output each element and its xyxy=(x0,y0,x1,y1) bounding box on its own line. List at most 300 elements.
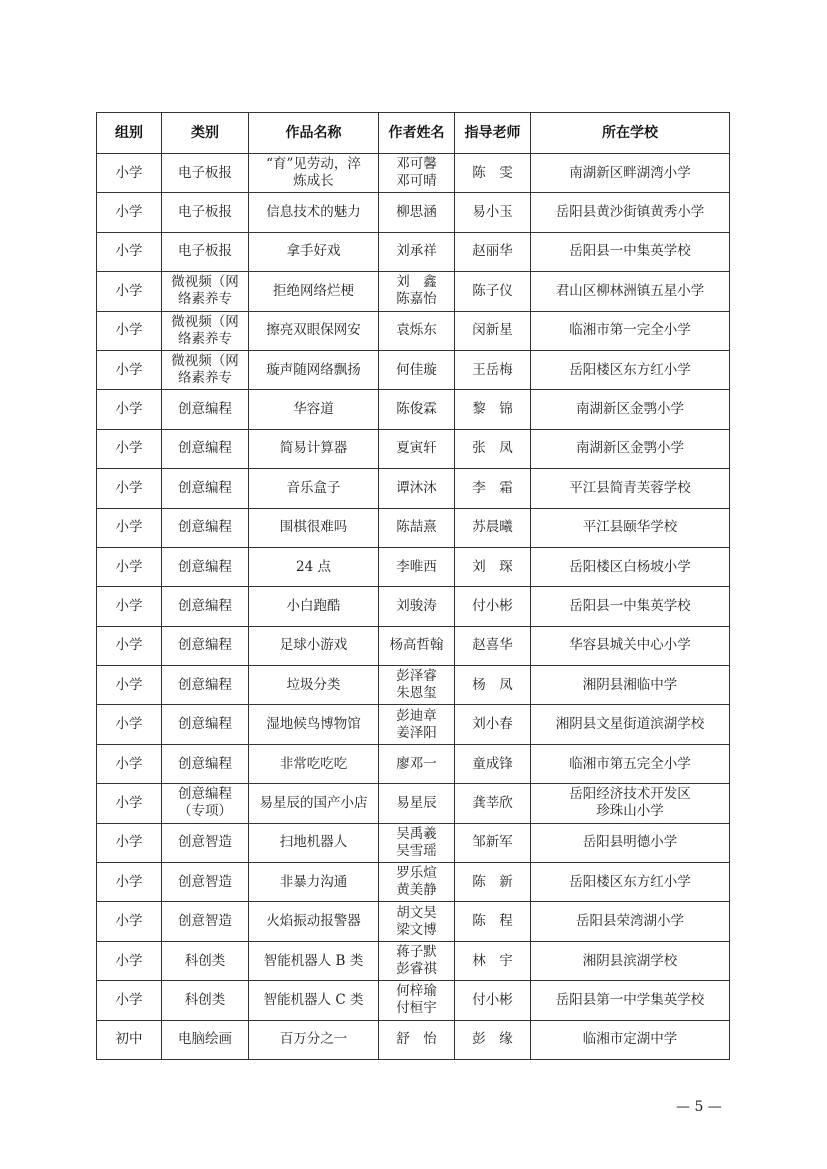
work-title-cell-text: 小白跑酷 xyxy=(286,597,341,614)
author-cell-text: 廖邓一 xyxy=(396,755,437,772)
table-row xyxy=(97,469,730,508)
table-row xyxy=(97,547,730,586)
category-cell-text: 创意智造 xyxy=(178,873,232,890)
work-title-cell-text: 围棋很难吗 xyxy=(279,519,348,536)
work-title-cell-text: 华容道 xyxy=(293,401,334,418)
header-row xyxy=(97,113,730,154)
category-cell-text: 电子板报 xyxy=(178,204,232,221)
advisor-cell-text: 苏晨曦 xyxy=(472,519,513,536)
author-cell xyxy=(379,823,455,862)
school-cell xyxy=(531,784,730,823)
author-cell-text: 胡文昊 梁文博 xyxy=(396,904,437,938)
school-cell xyxy=(531,981,730,1020)
group-cell-text: 小学 xyxy=(115,913,143,930)
author-cell-text: 蒋子默 彭睿祺 xyxy=(396,944,437,977)
category-cell xyxy=(162,666,249,705)
advisor-cell xyxy=(455,666,531,705)
school-cell xyxy=(531,902,730,941)
author-cell-text: 杨高哲翰 xyxy=(389,637,444,654)
group-cell-text: 小学 xyxy=(115,834,143,851)
author-cell xyxy=(379,272,455,311)
category-cell-text: 科创类 xyxy=(184,952,226,969)
advisor-cell-text: 林 宇 xyxy=(472,952,513,969)
author-cell-text: 柳思涵 xyxy=(396,204,437,221)
school-cell xyxy=(531,232,730,271)
work-title-cell xyxy=(249,626,379,665)
advisor-cell xyxy=(455,784,531,823)
author-cell xyxy=(379,508,455,547)
school-cell-text: 南湖新区金鹗小学 xyxy=(576,440,684,457)
school-cell-text: 君山区柳林洲镇五星小学 xyxy=(555,282,705,299)
work-title-cell xyxy=(249,705,379,744)
category-cell-text: 创意编程 xyxy=(178,479,232,496)
author-cell xyxy=(379,311,455,350)
advisor-cell-text: 张 凤 xyxy=(472,440,513,457)
work-title-cell-text: 扫地机器人 xyxy=(279,834,348,851)
category-cell xyxy=(162,469,249,508)
school-cell-text: 岳阳楼区东方红小学 xyxy=(569,361,691,378)
advisor-cell xyxy=(455,705,531,744)
work-title-cell xyxy=(249,193,379,232)
group-cell-text: 小学 xyxy=(115,755,143,772)
category-cell-text: 创意编程 xyxy=(178,755,232,772)
category-cell xyxy=(162,390,249,429)
group-cell xyxy=(97,154,162,193)
group-cell xyxy=(97,705,162,744)
author-cell xyxy=(379,981,455,1020)
category-cell xyxy=(162,902,249,941)
group-cell xyxy=(97,272,162,311)
category-cell xyxy=(162,705,249,744)
advisor-cell-text: 赵丽华 xyxy=(472,243,513,260)
category-cell-text: 创意智造 xyxy=(178,913,232,930)
group-cell-text: 小学 xyxy=(115,794,143,811)
work-title-cell-text: 百万分之一 xyxy=(279,1031,348,1048)
work-title-cell xyxy=(249,784,379,823)
work-title-cell xyxy=(249,311,379,350)
header-group: 组别 xyxy=(97,113,162,154)
school-cell xyxy=(531,626,730,665)
author-cell xyxy=(379,902,455,941)
advisor-cell-text: 刘 琛 xyxy=(472,558,513,575)
group-cell xyxy=(97,193,162,232)
school-cell xyxy=(531,311,730,350)
group-cell xyxy=(97,902,162,941)
group-cell-text: 小学 xyxy=(115,676,143,693)
school-cell xyxy=(531,666,730,705)
advisor-cell xyxy=(455,587,531,626)
advisor-cell xyxy=(455,981,531,1020)
advisor-cell xyxy=(455,547,531,586)
school-cell xyxy=(531,547,730,586)
author-cell-text: 刘 鑫 陈嘉怡 xyxy=(396,274,437,308)
advisor-cell-text: 赵喜华 xyxy=(472,637,513,654)
author-cell-text: 陈俊霖 xyxy=(396,401,437,418)
school-cell-text: 岳阳县第一中学集英学校 xyxy=(555,991,705,1008)
group-cell-text: 小学 xyxy=(115,479,143,496)
advisor-cell-text: 童成锋 xyxy=(472,755,513,772)
work-title-cell xyxy=(249,666,379,705)
header-author: 作者姓名 xyxy=(379,113,455,154)
author-cell xyxy=(379,350,455,389)
category-cell xyxy=(162,784,249,823)
school-cell xyxy=(531,508,730,547)
school-cell-text: 平江县简青芙蓉学校 xyxy=(569,479,691,496)
work-title-cell-text: 非暴力沟通 xyxy=(279,873,348,890)
school-cell-text: 岳阳县一中集英学校 xyxy=(569,243,691,260)
author-cell-text: 袁烁东 xyxy=(396,322,437,339)
school-cell xyxy=(531,705,730,744)
school-cell-text: 湘阴县滨湖学校 xyxy=(582,952,678,969)
category-cell-text: 创意编程 xyxy=(178,637,232,654)
group-cell xyxy=(97,941,162,980)
table-row xyxy=(97,981,730,1020)
group-cell-text: 小学 xyxy=(115,519,143,536)
category-cell-text: 微视频（网 络素养专 xyxy=(171,313,239,347)
school-cell-text: 岳阳县一中集英学校 xyxy=(569,597,691,614)
group-cell xyxy=(97,744,162,783)
school-cell-text: 平江县颐华学校 xyxy=(582,519,678,536)
category-cell xyxy=(162,863,249,902)
header-category: 类别 xyxy=(162,113,249,154)
category-cell xyxy=(162,508,249,547)
school-cell-text: 岳阳楼区东方红小学 xyxy=(569,873,691,890)
advisor-cell xyxy=(455,429,531,468)
work-title-cell xyxy=(249,547,379,586)
group-cell-text: 小学 xyxy=(115,558,143,575)
group-cell-text: 小学 xyxy=(115,952,143,969)
advisor-cell xyxy=(455,469,531,508)
work-title-cell-text: 垃圾分类 xyxy=(286,676,341,693)
category-cell-text: 创意编程 xyxy=(178,519,232,536)
header-advisor: 指导老师 xyxy=(455,113,531,154)
work-title-cell-text: 24 点 xyxy=(296,558,331,575)
advisor-cell-text: 闵新星 xyxy=(472,322,513,339)
category-cell-text: 创意编程 xyxy=(178,558,232,575)
table-row xyxy=(97,429,730,468)
school-cell xyxy=(531,469,730,508)
advisor-cell-text: 陈 程 xyxy=(472,913,513,930)
table-row xyxy=(97,154,730,193)
group-cell-text: 小学 xyxy=(115,440,143,457)
school-cell-text: 临湘市第五完全小学 xyxy=(569,755,691,772)
work-title-cell-text: 火焰振动报警器 xyxy=(266,913,361,930)
table-row xyxy=(97,784,730,823)
work-title-cell-text: 璇声随网络飘扬 xyxy=(266,361,361,378)
table-row xyxy=(97,941,730,980)
category-cell xyxy=(162,547,249,586)
group-cell xyxy=(97,981,162,1020)
advisor-cell xyxy=(455,744,531,783)
category-cell xyxy=(162,823,249,862)
category-cell xyxy=(162,981,249,1020)
category-cell xyxy=(162,626,249,665)
category-cell xyxy=(162,1020,249,1059)
author-cell xyxy=(379,390,455,429)
category-cell xyxy=(162,232,249,271)
work-title-cell-text: 智能机器人 C 类 xyxy=(263,991,364,1008)
group-cell xyxy=(97,626,162,665)
author-cell-text: 陈喆熹 xyxy=(396,519,437,536)
school-cell xyxy=(531,1020,730,1059)
work-title-cell xyxy=(249,863,379,902)
group-cell xyxy=(97,350,162,389)
category-cell-text: 创意编程 xyxy=(178,716,232,733)
table-row xyxy=(97,272,730,311)
work-title-cell xyxy=(249,587,379,626)
advisor-cell-text: 杨 凤 xyxy=(472,676,513,693)
work-title-cell xyxy=(249,508,379,547)
advisor-cell xyxy=(455,193,531,232)
advisor-cell-text: 付小彬 xyxy=(472,991,513,1008)
author-cell xyxy=(379,744,455,783)
author-cell xyxy=(379,587,455,626)
group-cell xyxy=(97,508,162,547)
group-cell-text: 小学 xyxy=(115,873,143,890)
advisor-cell xyxy=(455,1020,531,1059)
author-cell-text: 邓可馨 邓可晴 xyxy=(396,156,437,190)
header-work-title: 作品名称 xyxy=(249,113,379,154)
work-title-cell xyxy=(249,1020,379,1059)
author-cell-text: 刘骏涛 xyxy=(396,597,437,614)
header-school: 所在学校 xyxy=(531,113,730,154)
table-row xyxy=(97,350,730,389)
group-cell-text: 小学 xyxy=(115,204,143,221)
author-cell-text: 罗乐煊 黄美静 xyxy=(396,865,437,899)
category-cell-text: 创意编程 xyxy=(178,440,232,457)
category-cell xyxy=(162,350,249,389)
school-cell-text: 岳阳经济技术开发区 珍珠山小学 xyxy=(569,786,691,820)
school-cell-text: 华容县城关中心小学 xyxy=(569,637,691,654)
advisor-cell xyxy=(455,154,531,193)
table-row xyxy=(97,666,730,705)
school-cell-text: 岳阳县荣湾湖小学 xyxy=(576,913,684,930)
table-row xyxy=(97,232,730,271)
category-cell-text: 微视频（网 络素养专 xyxy=(171,353,239,387)
category-cell xyxy=(162,587,249,626)
group-cell-text: 小学 xyxy=(115,401,143,418)
advisor-cell-text: 陈 新 xyxy=(472,873,513,890)
school-cell xyxy=(531,863,730,902)
school-cell xyxy=(531,272,730,311)
category-cell-text: 电脑绘画 xyxy=(178,1031,232,1048)
work-title-cell xyxy=(249,350,379,389)
school-cell xyxy=(531,429,730,468)
category-cell xyxy=(162,272,249,311)
advisor-cell xyxy=(455,626,531,665)
work-title-cell xyxy=(249,941,379,980)
author-cell-text: 李唯西 xyxy=(396,558,437,575)
work-title-cell xyxy=(249,429,379,468)
advisor-cell xyxy=(455,902,531,941)
table-row xyxy=(97,311,730,350)
author-cell-text: 舒 怡 xyxy=(396,1031,437,1048)
category-cell-text: 创意编程 xyxy=(178,676,232,693)
work-title-cell xyxy=(249,823,379,862)
work-title-cell-text: 拿手好戏 xyxy=(286,243,341,260)
advisor-cell-text: 龚莘欣 xyxy=(472,794,513,811)
group-cell xyxy=(97,1020,162,1059)
group-cell-text: 小学 xyxy=(115,597,143,614)
author-cell xyxy=(379,232,455,271)
group-cell-text: 小学 xyxy=(115,164,143,181)
category-cell xyxy=(162,744,249,783)
work-title-cell xyxy=(249,981,379,1020)
work-title-cell xyxy=(249,272,379,311)
work-title-cell xyxy=(249,744,379,783)
group-cell-text: 小学 xyxy=(115,716,143,733)
advisor-cell xyxy=(455,508,531,547)
author-cell xyxy=(379,469,455,508)
author-cell-text: 易星辰 xyxy=(396,794,437,811)
group-cell-text: 小学 xyxy=(115,282,143,299)
category-cell-text: 创意智造 xyxy=(178,834,232,851)
category-cell-text: 科创类 xyxy=(184,991,226,1008)
category-cell xyxy=(162,193,249,232)
author-cell xyxy=(379,429,455,468)
author-cell-text: 谭沐沐 xyxy=(396,479,437,496)
school-cell xyxy=(531,193,730,232)
school-cell xyxy=(531,390,730,429)
category-cell-text: 电子板报 xyxy=(178,243,232,260)
table-row xyxy=(97,863,730,902)
table-row xyxy=(97,705,730,744)
author-cell-text: 刘承祥 xyxy=(396,243,437,260)
work-title-cell-text: 非常吃吃吃 xyxy=(279,755,348,772)
work-title-cell-text: 湿地候鸟博物馆 xyxy=(266,716,361,733)
category-cell-text: 电子板报 xyxy=(178,164,232,181)
school-cell-text: 南湖新区金鹗小学 xyxy=(576,401,684,418)
school-cell-text: 临湘市第一完全小学 xyxy=(569,322,691,339)
category-cell xyxy=(162,941,249,980)
group-cell xyxy=(97,784,162,823)
group-cell xyxy=(97,429,162,468)
category-cell xyxy=(162,311,249,350)
school-cell xyxy=(531,350,730,389)
advisor-cell-text: 刘小春 xyxy=(472,716,513,733)
group-cell xyxy=(97,311,162,350)
school-cell-text: 南湖新区畔湖湾小学 xyxy=(569,164,691,181)
advisor-cell xyxy=(455,272,531,311)
author-cell xyxy=(379,784,455,823)
author-cell xyxy=(379,547,455,586)
table-row xyxy=(97,823,730,862)
work-title-cell-text: “育”见劳动，淬 炼成长 xyxy=(266,156,361,190)
work-title-cell-text: 智能机器人 B 类 xyxy=(263,952,364,969)
school-cell xyxy=(531,744,730,783)
author-cell-text: 彭迪章 姜泽阳 xyxy=(396,707,437,741)
advisor-cell xyxy=(455,232,531,271)
group-cell-text: 小学 xyxy=(115,322,143,339)
author-cell-text: 何梓瑜 付桓宇 xyxy=(396,983,437,1017)
table-row xyxy=(97,587,730,626)
author-cell xyxy=(379,193,455,232)
work-title-cell-text: 拒绝网络烂梗 xyxy=(273,282,354,299)
group-cell-text: 初中 xyxy=(115,1031,143,1048)
advisor-cell-text: 王岳梅 xyxy=(472,361,513,378)
group-cell xyxy=(97,823,162,862)
table-row xyxy=(97,390,730,429)
school-cell xyxy=(531,823,730,862)
advisor-cell-text: 陈 雯 xyxy=(472,164,513,181)
work-title-cell-text: 音乐盒子 xyxy=(286,479,341,496)
group-cell-text: 小学 xyxy=(115,361,143,378)
author-cell xyxy=(379,941,455,980)
category-cell xyxy=(162,429,249,468)
page-number: — 5 — xyxy=(676,1099,722,1115)
work-title-cell-text: 易星辰的国产小店 xyxy=(259,794,368,811)
group-cell-text: 小学 xyxy=(115,243,143,260)
advisor-cell-text: 邹新军 xyxy=(472,834,513,851)
category-cell-text: 微视频（网 络素养专 xyxy=(171,274,239,308)
group-cell xyxy=(97,390,162,429)
advisor-cell-text: 陈子仪 xyxy=(472,282,513,299)
advisor-cell-text: 易小玉 xyxy=(472,204,513,221)
work-title-cell xyxy=(249,232,379,271)
school-cell xyxy=(531,587,730,626)
school-cell-text: 湘阴县文星街道滨湖学校 xyxy=(555,716,705,733)
table-row xyxy=(97,626,730,665)
work-title-cell xyxy=(249,390,379,429)
table-row xyxy=(97,902,730,941)
school-cell-text: 岳阳县明德小学 xyxy=(582,834,678,851)
school-cell-text: 岳阳县黄沙街镇黄秀小学 xyxy=(555,204,705,221)
school-cell-text: 岳阳楼区白杨坡小学 xyxy=(569,558,691,575)
author-cell xyxy=(379,154,455,193)
advisor-cell xyxy=(455,350,531,389)
group-cell xyxy=(97,863,162,902)
category-cell-text: 创意编程 xyxy=(178,401,232,418)
school-cell-text: 临湘市定湖中学 xyxy=(582,1031,678,1048)
author-cell-text: 吴禹羲 吴雪瑶 xyxy=(396,825,437,859)
table-row xyxy=(97,193,730,232)
author-cell-text: 彭泽睿 朱恩玺 xyxy=(396,668,437,702)
category-cell xyxy=(162,154,249,193)
advisor-cell-text: 付小彬 xyxy=(472,597,513,614)
author-cell xyxy=(379,666,455,705)
group-cell xyxy=(97,232,162,271)
table-body xyxy=(97,154,730,1060)
advisor-cell-text: 彭 缘 xyxy=(472,1031,513,1048)
work-title-cell-text: 足球小游戏 xyxy=(279,637,348,654)
author-cell xyxy=(379,626,455,665)
school-cell xyxy=(531,154,730,193)
author-cell xyxy=(379,1020,455,1059)
author-cell-text: 何佳璇 xyxy=(396,361,437,378)
table-row xyxy=(97,744,730,783)
school-cell-text: 湘阴县湘临中学 xyxy=(582,676,678,693)
work-title-cell-text: 简易计算器 xyxy=(279,440,348,457)
advisor-cell xyxy=(455,941,531,980)
group-cell-text: 小学 xyxy=(115,991,143,1008)
advisor-cell xyxy=(455,390,531,429)
work-title-cell xyxy=(249,902,379,941)
table-row xyxy=(97,1020,730,1059)
table-row xyxy=(97,508,730,547)
author-cell xyxy=(379,705,455,744)
work-title-cell-text: 擦亮双眼保网安 xyxy=(266,322,361,339)
group-cell xyxy=(97,469,162,508)
author-cell xyxy=(379,863,455,902)
group-cell-text: 小学 xyxy=(115,637,143,654)
award-table xyxy=(96,112,730,1060)
group-cell xyxy=(97,666,162,705)
advisor-cell-text: 黎 锦 xyxy=(472,401,513,418)
school-cell xyxy=(531,941,730,980)
advisor-cell xyxy=(455,311,531,350)
group-cell xyxy=(97,547,162,586)
category-cell-text: 创意编程 xyxy=(178,597,232,614)
